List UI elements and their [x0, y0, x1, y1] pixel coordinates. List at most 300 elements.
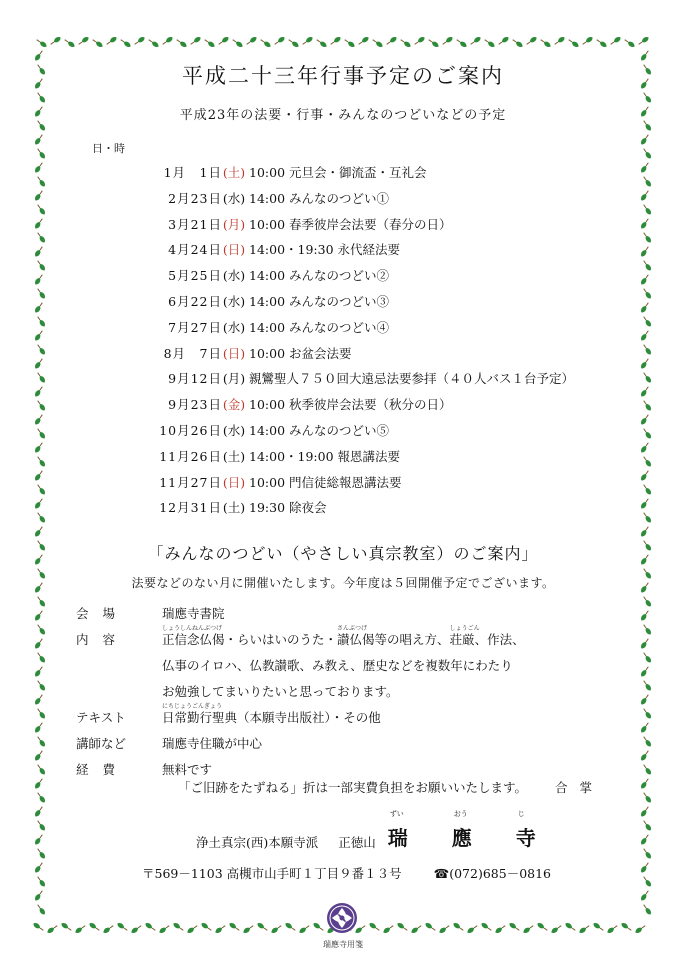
border-leaf-156 — [640, 133, 651, 145]
border-leaf-39 — [581, 36, 593, 47]
border-leaf-134 — [34, 693, 45, 705]
page-title: 平成二十三年行事予定のご案内 — [182, 64, 504, 88]
border-leaf-19 — [301, 36, 313, 47]
schedule-date: 10月26日 — [159, 422, 222, 438]
border-leaf-129 — [36, 623, 47, 635]
schedule-event: 10:00 門信徒総報恩講法要 — [249, 474, 402, 490]
border-leaf-78 — [508, 922, 520, 933]
border-leaf-127 — [36, 595, 47, 607]
border-leaf-182 — [640, 497, 651, 509]
border-leaf-35 — [525, 36, 537, 47]
info-row-content — [76, 622, 636, 648]
border-leaf-5 — [105, 36, 117, 47]
border-leaf-201 — [642, 763, 653, 775]
border-leaf-54 — [172, 922, 184, 933]
border-leaf-61 — [270, 924, 282, 935]
border-leaf-172 — [640, 357, 651, 369]
schedule-event: 14:00 みんなのつどい② — [249, 268, 389, 284]
schedule-weekday: (日) — [222, 345, 246, 361]
term: 正信念仏偈 — [162, 632, 225, 647]
border-leaf-26 — [399, 38, 411, 49]
border-leaf-204 — [640, 805, 651, 817]
border-leaf-47 — [74, 924, 86, 935]
border-leaf-36 — [539, 38, 551, 49]
info-key: 講師など — [76, 736, 127, 751]
temple-mountain-name: 正徳山 — [338, 835, 376, 850]
page-subtitle: 平成23年の法要・行事・みんなのつどいなどの予定 — [179, 108, 507, 123]
border-leaf-189 — [642, 595, 653, 607]
postal-address: 〒569－1103 高槻市山手町１丁目９番１３号 — [142, 866, 402, 881]
temple-name — [387, 810, 536, 851]
border-leaf-98 — [34, 189, 45, 201]
border-leaf-173 — [642, 371, 653, 383]
border-leaf-209 — [642, 875, 653, 887]
border-leaf-149 — [36, 903, 47, 915]
border-leaf-23 — [357, 36, 369, 47]
schedule-date: 2月23日 — [168, 190, 222, 206]
schedule-weekday: (日) — [222, 474, 246, 490]
border-leaf-56 — [200, 922, 212, 933]
schedule-weekday: (日) — [222, 242, 246, 258]
border-leaf-6 — [119, 38, 131, 49]
border-leaf-20 — [315, 38, 327, 49]
border-leaf-143 — [36, 819, 47, 831]
border-leaf-59 — [242, 924, 254, 935]
border-leaf-28 — [427, 38, 439, 49]
border-leaf-147 — [36, 875, 47, 887]
border-leaf-205 — [642, 819, 653, 831]
gassho: 合掌 — [555, 780, 605, 795]
temple-name-char — [387, 810, 408, 851]
border-leaf-107 — [36, 315, 47, 327]
border-leaf-96 — [34, 161, 45, 173]
stationery-footer: 瑞應寺用箋 — [323, 940, 363, 949]
border-leaf-162 — [640, 217, 651, 229]
schedule-row — [120, 421, 640, 447]
border-leaf-53 — [158, 924, 170, 935]
border-leaf-81 — [550, 924, 562, 935]
border-leaf-179 — [642, 455, 653, 467]
border-leaf-120 — [34, 497, 45, 509]
info-key: 経費 — [76, 762, 130, 777]
schedule-weekday: (土) — [222, 500, 246, 516]
border-leaf-58 — [228, 922, 240, 933]
info-key: テキスト — [76, 710, 126, 725]
border-leaf-32 — [483, 38, 495, 49]
border-leaf-167 — [642, 287, 653, 299]
term: 荘厳 — [449, 632, 475, 647]
schedule-weekday: (土) — [222, 448, 246, 464]
border-leaf-192 — [640, 637, 651, 649]
border-leaf-146 — [34, 861, 45, 873]
info-value: 仏事のイロハ、仏教讃歌、み教え、歴史などを複数年にわたり — [162, 658, 513, 673]
text-fragment: 、作法、 — [474, 632, 525, 647]
border-leaf-183 — [642, 511, 653, 523]
border-leaf-97 — [36, 175, 47, 187]
note — [178, 778, 604, 796]
schedule-row — [120, 189, 640, 215]
border-leaf-8 — [147, 38, 159, 49]
border-leaf-106 — [34, 301, 45, 313]
border-leaf-180 — [640, 469, 651, 481]
section-intro: 法要などのない月に開催いたします。今年度は５回開催予定でございます。 — [131, 576, 555, 590]
border-leaf-191 — [642, 623, 653, 635]
info-key: 会場 — [76, 606, 130, 621]
border-leaf-115 — [36, 427, 47, 439]
schedule-row — [120, 344, 640, 370]
border-leaf-170 — [640, 329, 651, 341]
ruby-reading: じ — [517, 810, 525, 818]
border-leaf-4 — [91, 38, 103, 49]
schedule-date: 8月 7日 — [163, 345, 222, 361]
schedule-date: 12月31日 — [159, 500, 222, 516]
border-leaf-2 — [63, 38, 75, 49]
info-row-content-3 — [76, 674, 636, 700]
term: 讃仏偈 — [337, 632, 375, 647]
info-row-content-2 — [76, 648, 636, 674]
border-leaf-211 — [642, 903, 653, 915]
schedule-event: 14:00 みんなのつどい④ — [249, 319, 389, 335]
border-leaf-48 — [88, 922, 100, 933]
border-leaf-112 — [34, 385, 45, 397]
border-leaf-30 — [455, 38, 467, 49]
schedule-row — [120, 240, 640, 266]
schedule-row — [120, 163, 640, 189]
border-leaf-130 — [34, 637, 45, 649]
border-leaf-0 — [35, 38, 47, 49]
border-leaf-12 — [203, 38, 215, 49]
border-leaf-164 — [640, 245, 651, 257]
schedule-event: 10:00 お盆会法要 — [249, 345, 352, 361]
border-leaf-82 — [564, 922, 576, 933]
schedule-weekday: (土) — [222, 165, 246, 180]
border-leaf-138 — [34, 749, 45, 761]
border-leaf-21 — [329, 36, 341, 47]
border-leaf-52 — [144, 922, 156, 933]
border-leaf-15 — [245, 36, 257, 47]
border-leaf-174 — [640, 385, 651, 397]
info-value: お勉強してまいりたいと思っております。 — [162, 684, 399, 699]
border-leaf-161 — [642, 203, 653, 215]
border-leaf-184 — [640, 525, 651, 537]
text-fragment: （本願寺出版社）・その他 — [237, 710, 381, 725]
schedule-event: 14:00 みんなのつどい⑤ — [249, 422, 389, 438]
ruby-reading: にちじょうごんぎょう — [162, 703, 223, 710]
border-leaf-199 — [642, 735, 653, 747]
border-leaf-25 — [385, 36, 397, 47]
border-leaf-76 — [480, 922, 492, 933]
border-leaf-206 — [640, 833, 651, 845]
ruby-term — [337, 625, 375, 647]
info-value: 瑞應寺書院 — [162, 606, 225, 621]
border-leaf-44 — [32, 922, 44, 933]
schedule-date: 11月27日 — [159, 474, 222, 490]
border-leaf-70 — [396, 922, 408, 933]
border-leaf-160 — [640, 189, 651, 201]
border-leaf-79 — [522, 924, 534, 935]
schedule-weekday: (月) — [222, 371, 246, 387]
border-leaf-74 — [452, 922, 464, 933]
border-leaf-55 — [186, 924, 198, 935]
border-leaf-128 — [34, 609, 45, 621]
border-leaf-110 — [34, 357, 45, 369]
border-leaf-210 — [640, 889, 651, 901]
char: 應 — [451, 826, 472, 850]
phone-number: ☎(072)685－0816 — [433, 866, 552, 881]
info-row-text — [76, 700, 636, 726]
border-leaf-45 — [46, 924, 58, 935]
ruby-reading: さんぶつげ — [337, 625, 368, 632]
border-leaf-40 — [595, 38, 607, 49]
schedule-row — [120, 369, 640, 395]
schedule-date: 9月23日 — [168, 397, 222, 413]
temple-crest-icon — [326, 902, 358, 934]
border-leaf-41 — [609, 36, 621, 47]
schedule-row — [120, 447, 640, 473]
border-leaf-33 — [497, 36, 509, 47]
border-leaf-171 — [642, 343, 653, 355]
schedule-date: 3月21日 — [168, 216, 222, 232]
info-key: 内容 — [76, 632, 130, 647]
border-leaf-80 — [536, 922, 548, 933]
border-leaf-75 — [466, 924, 478, 935]
schedule-date: 7月27日 — [168, 319, 222, 335]
schedule-event: 14:00 みんなのつどい③ — [249, 293, 389, 309]
schedule-date: 6月22日 — [168, 293, 222, 309]
border-leaf-198 — [640, 721, 651, 733]
border-leaf-34 — [511, 38, 523, 49]
border-leaf-11 — [189, 36, 201, 47]
border-leaf-103 — [36, 259, 47, 271]
ruby-reading: おう — [453, 810, 468, 818]
border-leaf-135 — [36, 707, 47, 719]
border-leaf-139 — [36, 763, 47, 775]
schedule-date: 4月24日 — [168, 242, 222, 258]
border-leaf-208 — [640, 861, 651, 873]
ruby-reading: ずい — [389, 810, 404, 818]
border-leaf-51 — [130, 924, 142, 935]
border-leaf-203 — [642, 791, 653, 803]
border-leaf-18 — [287, 38, 299, 49]
schedule-event: 10:00 秋季彼岸会法要（秋分の日） — [249, 397, 452, 413]
border-leaf-113 — [36, 399, 47, 411]
info-table — [76, 596, 636, 778]
border-leaf-64 — [312, 922, 324, 933]
temple-signature — [196, 810, 536, 851]
border-leaf-63 — [298, 924, 310, 935]
border-leaf-50 — [116, 922, 128, 933]
border-leaf-197 — [642, 707, 653, 719]
info-row-venue — [76, 596, 636, 622]
schedule-row — [120, 498, 640, 524]
border-leaf-1 — [49, 36, 61, 47]
border-leaf-27 — [413, 36, 425, 47]
border-leaf-202 — [640, 777, 651, 789]
temple-sect: 浄土真宗(西)本願寺派 — [196, 835, 319, 850]
border-leaf-148 — [34, 889, 45, 901]
border-leaf-72 — [424, 922, 436, 933]
border-leaf-24 — [371, 38, 383, 49]
border-leaf-108 — [34, 329, 45, 341]
ruby-term — [162, 703, 238, 725]
border-leaf-62 — [284, 922, 296, 933]
border-leaf-83 — [578, 924, 590, 935]
border-leaf-95 — [36, 147, 47, 159]
text-fragment: ・らいはいのうた・ — [224, 632, 338, 647]
border-leaf-7 — [133, 36, 145, 47]
border-leaf-31 — [469, 36, 481, 47]
border-leaf-131 — [36, 651, 47, 663]
border-leaf-77 — [494, 924, 506, 935]
schedule-event: 14:00・19:30 永代経法要 — [249, 242, 401, 258]
temple-name-char — [451, 810, 472, 851]
temple-name-char — [515, 810, 536, 851]
ruby-term — [449, 625, 480, 647]
schedule-event: 19:30 除夜会 — [249, 500, 327, 516]
border-leaf-157 — [642, 147, 653, 159]
border-leaf-49 — [102, 924, 114, 935]
schedule-weekday: (水) — [222, 268, 246, 284]
text-fragment: 等の唱え方、 — [374, 632, 450, 647]
schedule-date: 1月 1日 — [163, 165, 222, 180]
border-leaf-122 — [34, 525, 45, 537]
border-leaf-116 — [34, 441, 45, 453]
char: 寺 — [515, 826, 536, 850]
border-leaf-145 — [36, 847, 47, 859]
schedule-row — [120, 266, 640, 292]
border-leaf-104 — [34, 273, 45, 285]
border-leaf-119 — [36, 483, 47, 495]
border-leaf-109 — [36, 343, 47, 355]
border-leaf-84 — [592, 922, 604, 933]
border-leaf-141 — [36, 791, 47, 803]
schedule-event: 10:00 春季彼岸会法要（春分の日） — [249, 216, 452, 232]
border-leaf-105 — [36, 287, 47, 299]
border-leaf-43 — [637, 36, 649, 47]
schedule-weekday: (水) — [222, 293, 246, 309]
border-leaf-22 — [343, 38, 355, 49]
schedule-date: 11月26日 — [159, 448, 222, 464]
border-leaf-190 — [640, 609, 651, 621]
border-leaf-71 — [410, 924, 422, 935]
border-leaf-111 — [36, 371, 47, 383]
border-leaf-102 — [34, 245, 45, 257]
note-text: 「ご旧跡をたずねる」折は一部実費負担をお願いいたします。 — [178, 780, 528, 795]
border-leaf-177 — [642, 427, 653, 439]
border-leaf-16 — [259, 38, 271, 49]
border-leaf-17 — [273, 36, 285, 47]
ruby-reading: しょうしんねんぶつげ — [162, 625, 223, 632]
ruby-term — [162, 625, 225, 647]
border-leaf-137 — [36, 735, 47, 747]
schedule-date: 9月12日 — [168, 371, 222, 387]
border-leaf-85 — [606, 924, 618, 935]
border-leaf-114 — [34, 413, 45, 425]
schedule-date: 5月25日 — [168, 268, 222, 284]
border-leaf-13 — [217, 36, 229, 47]
char: 瑞 — [387, 826, 408, 850]
border-leaf-60 — [256, 922, 268, 933]
info-row-cost — [76, 752, 636, 778]
border-leaf-200 — [640, 749, 651, 761]
border-leaf-196 — [640, 693, 651, 705]
border-leaf-181 — [642, 483, 653, 495]
border-leaf-178 — [640, 441, 651, 453]
border-leaf-101 — [36, 231, 47, 243]
border-leaf-99 — [36, 203, 47, 215]
schedule-row — [120, 473, 640, 499]
border-leaf-118 — [34, 469, 45, 481]
border-leaf-87 — [634, 924, 646, 935]
border-leaf-132 — [34, 665, 45, 677]
border-leaf-29 — [441, 36, 453, 47]
border-leaf-46 — [60, 922, 72, 933]
border-leaf-9 — [161, 36, 173, 47]
border-leaf-193 — [642, 651, 653, 663]
address-line — [142, 864, 551, 882]
border-leaf-117 — [36, 455, 47, 467]
section-title: 「みんなのつどい（やさしい真宗教室）のご案内」 — [147, 544, 539, 563]
schedule-row — [120, 318, 640, 344]
border-leaf-159 — [642, 175, 653, 187]
border-leaf-176 — [640, 413, 651, 425]
border-leaf-57 — [214, 924, 226, 935]
border-leaf-169 — [642, 315, 653, 327]
schedule-weekday: (水) — [222, 319, 246, 335]
border-leaf-153 — [642, 91, 653, 103]
info-row-lecturer — [76, 726, 636, 752]
info-value — [162, 625, 636, 648]
term: 日常勤行聖典 — [162, 710, 238, 725]
schedule-weekday: (金) — [222, 397, 246, 413]
border-leaf-37 — [553, 36, 565, 47]
schedule-header: 日・時 — [92, 142, 125, 155]
border-leaf-91 — [36, 91, 47, 103]
border-leaf-175 — [642, 399, 653, 411]
border-leaf-166 — [640, 273, 651, 285]
border-leaf-14 — [231, 38, 243, 49]
ruby-reading: しょうごん — [449, 625, 480, 632]
border-leaf-140 — [34, 777, 45, 789]
border-leaf-42 — [623, 38, 635, 49]
border-leaf-68 — [368, 922, 380, 933]
border-leaf-163 — [642, 231, 653, 243]
schedule-event: 14:00・19:00 報恩講法要 — [249, 448, 401, 464]
border-leaf-3 — [77, 36, 89, 47]
schedule-list — [120, 163, 640, 524]
border-leaf-195 — [642, 679, 653, 691]
border-leaf-38 — [567, 38, 579, 49]
border-leaf-121 — [36, 511, 47, 523]
schedule-row — [120, 215, 640, 241]
border-leaf-158 — [640, 161, 651, 173]
border-leaf-207 — [642, 847, 653, 859]
border-leaf-165 — [642, 259, 653, 271]
border-leaf-100 — [34, 217, 45, 229]
border-leaf-136 — [34, 721, 45, 733]
schedule-event: 14:00 みんなのつどい① — [249, 190, 389, 206]
schedule-weekday: (水) — [222, 422, 246, 438]
schedule-row — [120, 292, 640, 318]
info-value: 無料です — [162, 762, 213, 777]
schedule-event: 親鸞聖人７５０回大遠忌法要参拝（４０人バス１台予定） — [249, 371, 575, 387]
schedule-row — [120, 395, 640, 421]
border-leaf-10 — [175, 38, 187, 49]
border-leaf-144 — [34, 833, 45, 845]
border-leaf-94 — [34, 133, 45, 145]
border-leaf-133 — [36, 679, 47, 691]
info-value: 瑞應寺住職が中心 — [162, 736, 263, 751]
